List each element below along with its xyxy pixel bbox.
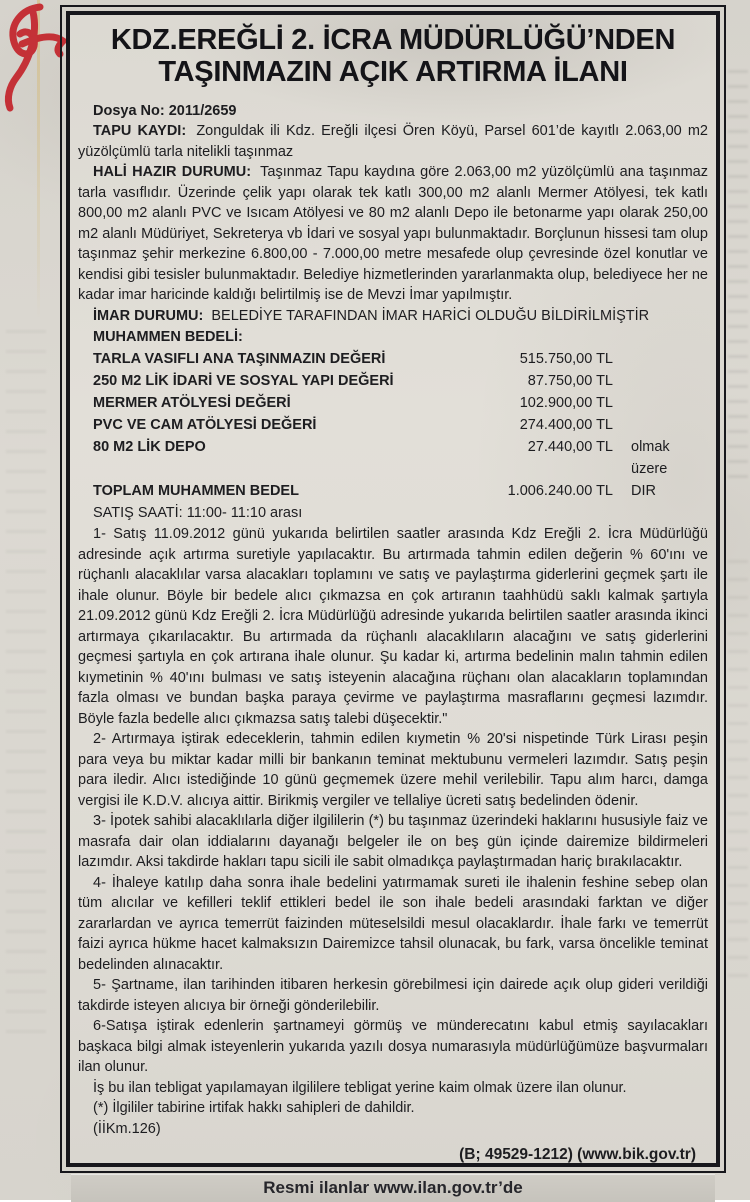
valuation-suffix: DIR [631,483,656,500]
ghost-text-left [6,330,46,1050]
tapu-text: Zonguldak ili Kdz. Ereğli ilçesi Ören Köyü, Parsel 601’de kayıtlı 2.063,00 m2 yüzölçümlü tarla nitelikli taşınmaz [78,123,709,160]
notice-paragraph-6: 6-Satışa iştirak edenlerin şartnameyi görmüş ve münderecatını kabul etmiş sayılacakları başkaca bilgi almak isteyenlerin yukarıda yazılı dosya numarasıyla müdürlüğümüze başvurmaları ilan olunur. [78,1018,708,1076]
valuation-label: TARLA VASIFLI ANA TAŞINMAZIN DEĞERİ [93,351,386,368]
notice-closing-line: İş bu ilan tebligat yapılamayan ilgililere tebligat yerine kaim olmak üzere ilan olunur. [93,1079,627,1096]
valuation-label: 250 M2 LİK İDARİ VE SOSYAL YAPI DEĞERİ [93,373,394,390]
imar-text: BELEDİYE TARAFINDAN İMAR HARİCİ OLDUĞU BİLDİRİLMİŞTİR [211,307,650,324]
notice-paragraph-1: 1- Satış 11.09.2012 günü yukarıda belirtilen saatler arasında Kdz Ereğli 2. İcra Müdürlüğü adresinde açık artırma suretiyle yapılacaktır. Bu artırmada tahmin edilen değerin % 60'ını ve rüçhanlı alacaklılar varsa alacakları toplamını ve satış ve paylaştırma giderlerini geçmek şartı ile ihale olunur. Böyle bir bedele alıcı çıkmazsa en çok artıranın taahhüdü saklı kalmak şartıyla 21.09.2012 günü Kdz Ereğli 2. İcra Müdürlüğü adresinde yukarıda belirtilen saatler arasında ikinci artırmaya çıkarılacaktır. Bu artırmada da rüçhanlı alacaklıların alacağını ve satış giderlerini geçmesi şartıyla en çok artırana ihale olunur. Şu kadar ki, artırma bedelinin malın tahmin edilen kıymetinin % 40'ını bulması ve satış isteyenin alacağına rüçhanı olan alacakların toplamından fazla olması ve bundan başka paraya çevirme ve paylaştırma masraflarını geçmesi lazımdır. Böyle fazla bedelle alıcı çıkmazsa satış talebi düşecektir." [78,526,708,727]
notice-paragraph-3: 3- İpotek sahibi alacaklılarla diğer ilgililerin (*) bu taşınmaz üzerindeki haklarını hususiyle faiz ve masrafa dair olan iddialarını dayanağı belgeler ile on beş gün içinde dairemize bildirmeleri lazımdır. Aksi takdirde hakları tapu sicili ile sabit olmadıkça paylaştırmadan hariç bırakılacaktır. [78,813,708,871]
section-imar [78,306,708,327]
publication-reference: (B; 49529-1212) (www.bik.gov.tr) [459,1146,696,1164]
tapu-label: TAPU KAYDI: [93,123,187,140]
notice-paragraph-5: 5- Şartname, ilan tarihinden itibaren herkesin görebilmesi için dairede açık olup gideri verildiği takdirde isteyen alıcıya bir örneği gönderilebilir. [78,977,708,1014]
law-reference: (İİKm.126) [93,1120,161,1137]
valuation-value: 102.900,00 TL [519,395,613,412]
muhammen-heading: MUHAMMEN BEDELİ: [93,329,243,346]
valuation-row [78,436,708,480]
ghost-text-right-top [728,70,748,490]
valuation-row [78,348,708,370]
valuation-row [78,414,708,436]
sale-time-line: SATIŞ SAATİ: 11:00- 11:10 arası [93,505,303,522]
imar-label: İMAR DURUMU: [93,307,204,324]
valuation-label: TOPLAM MUHAMMEN BEDEL [93,483,299,500]
title-line-2: TAŞINMAZIN AÇIK ARTIRMA İLANI [158,56,628,89]
valuation-label: PVC VE CAM ATÖLYESİ DEĞERİ [93,417,317,434]
valuation-value: 515.750,00 TL [519,351,613,368]
notice-paragraph-2: 2- Artırmaya iştirak edeceklerin, tahmin edilen kıymetin % 20'si nispetinde Türk Lirası peşin para veya bu miktar kadar milli bir bankanın teminat mektubunu vermeleri lazımdır. Satış peşin para iledir. Alıcı istediğinde 10 günü geçmemek üzere mehil verilebilir. Tapu alım harcı, damga vergisi ile K.D.V. alıcıya aittir. Birikmiş vergiler ve tellaliye ücreti satış bedelinden ödenir. [78,731,708,809]
footnote-line: (*) İlgililer tabirine irtifak hakkı sahipleri de dahildir. [93,1100,415,1117]
valuation-table [78,348,708,502]
valuation-label: 80 M2 LİK DEPO [93,439,206,456]
valuation-suffix [613,392,708,414]
footer-band [71,1174,715,1202]
valuation-value: 87.750,00 TL [527,373,613,390]
valuation-suffix [613,348,708,370]
hali-label: HALİ HAZIR DURUMU: [93,164,252,181]
hali-text: Taşınmaz Tapu kaydına göre 2.063,00 m2 yüzölçümlü ana taşınmaz tarla vasıflıdır. Üzerinde çelik yapı olarak tek katlı 300,00 m2 alanlı Mermer Atölyesi, tek katlı 800,00 m2 alanlı PVC ve Isıcam Atölyesi ve 80 m2 alanlı Depo ile betonarme yapı olarak 250,00 m2 alanlı Müdüriyet, Sekreterya vb İdari ve sosyal yapı bulunmaktadır. Borçlunun hissesi tam olup taşınmaz şehir merkezine 6.800,00 - 7.000,00 metre mesafede olup çevresinde özel konutlar ve kendisi gibi tesisler bulunmaktadır. Belediye hizmetlerinden yararlanmakta olup, belediyece her ne kadar imar haricinde kaldığı belirtilmiş ise de Mevzi İmar yapılmıştır. [78,164,708,304]
valuation-row [78,392,708,414]
notice-paragraph-4: 4- İhaleye katılıp daha sonra ihale bedelini yatırmamak sureti ile ihalenin feshine sebep olan tüm alıcılar ve kefilleri teklif ettikleri bedel ile son ihale bedeli arasındaki farktan ve diğer zararlardan ve ayrıca temerrüt faizinden müteselsildi mesul olacaklardır. İhale farkı ve temerrüt faizi ayrıca hükme hacet kalmaksızın Dairemizce tahsil olunacak, bu fark, varsa öncelikle teminat bedelinden alınacaktır. [78,874,708,973]
valuation-suffix: olmak üzere [631,439,670,478]
ghost-text-right-bottom [728,560,748,990]
valuation-label: MERMER ATÖLYESİ DEĞERİ [93,395,291,412]
title-line-1: KDZ.EREĞLİ 2. İCRA MÜDÜRLÜĞÜ’NDEN [110,24,676,56]
notice-frame [60,5,726,1198]
notice-frame-inner [66,11,720,1198]
valuation-row-total [78,480,708,502]
valuation-suffix [613,414,708,436]
valuation-suffix [613,370,708,392]
footer-band-label: Resmi ilanlar www.ilan.gov.tr’de [263,1178,523,1198]
section-hali-hazir [78,162,708,306]
notice-body [70,93,716,1174]
valuation-value: 1.006.240.00 TL [507,483,613,500]
section-tapu [78,121,708,162]
valuation-value: 274.400,00 TL [519,417,613,434]
valuation-row [78,370,708,392]
valuation-value: 27.440,00 TL [527,439,613,456]
notice-title [70,15,716,93]
dosya-no: Dosya No: 2011/2659 [93,102,237,119]
dosya-no-line [78,101,708,122]
